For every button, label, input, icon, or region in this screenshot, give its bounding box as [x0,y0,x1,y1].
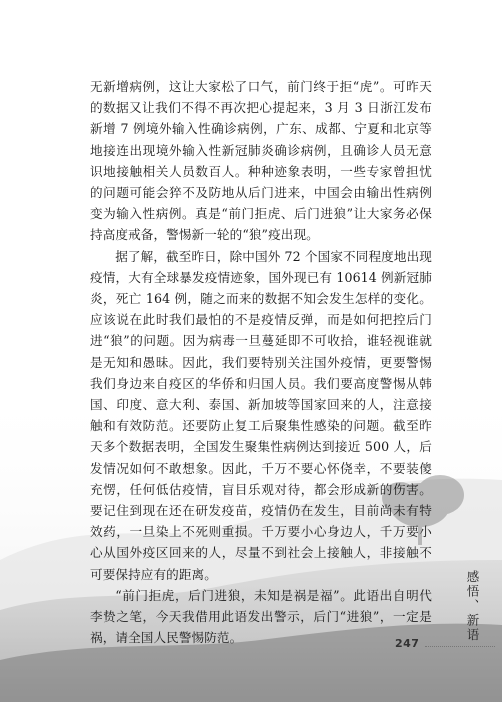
footer-dotted-line [425,646,495,647]
article-body [90,76,432,648]
paragraph-2: 据了解，截至昨日，除中国外 72 个国家不同程度地出现疫情，大有全球暴发疫情迹象，国外现已有 10614 例新冠肺炎，死亡 164 例，随之而来的数据不知会发生怎样的变化。应该说在此时我们最怕的不是疫情反弹，而是如何把控后门进“狼”的问题。因为病毒一旦蔓延即不可收拾，谁轻视谁就是无知和愚昧。因此，我们要特别关注国外疫情，更要警惕我们身边来自疫区的华侨和归国人员。我们要高度警惕从韩国、印度、意大利、泰国、新加坡等国家回来的人，注意接触和有效防范。还要防止复工后聚集性感染的问题。截至昨天多个数据表明，全国发生聚集性病例达到接近 500 人，后发情况如何不敢想象。因此，千万不要心怀侥幸，不要装傻充愣，任何低估疫情，盲目乐观对待，都会形成新的伤害。要记住到现在还在研发疫苗，疫情仍在发生，目前尚未有特效药，一旦染上不死则重损。千万要小心身边人，千万要小心从国外疫区回来的人，尽量不到社会上接触人，非接触不可要保持应有的距离。 [90,248,432,582]
paragraph-1: 无新增病例，这让大家松了口气，前门终于拒“虎”。可昨天的数据又让我们不得不再次把心提起来，3 月 3 日浙江发布新增 7 例境外输入性确诊病例，广东、成都、宁夏和北京等地接连出现境外输入性新冠肺炎确诊病例，且确诊人员无意识地接触相关人员数百人。种种迹象表明，一些专家曾担忧的问题可能会猝不及防地从后门进来，中国会由输出性病例变为输入性病例。真是“前门拒虎、后门进狼”让大家务必保持高度戒备，警惕新一轮的“狼”疫出现。 [90,79,432,243]
page-number: 247 [395,637,420,650]
page-footer [395,637,495,651]
paragraph-3: “前门拒虎，后门进狼，未知是祸是福”。此语出自明代李贽之笔，今天我借用此语发出警示，后门“进狼”，一定是祸，请全国人民警惕防范。 [90,587,432,646]
section-side-label: 感悟、新语 [465,570,480,643]
